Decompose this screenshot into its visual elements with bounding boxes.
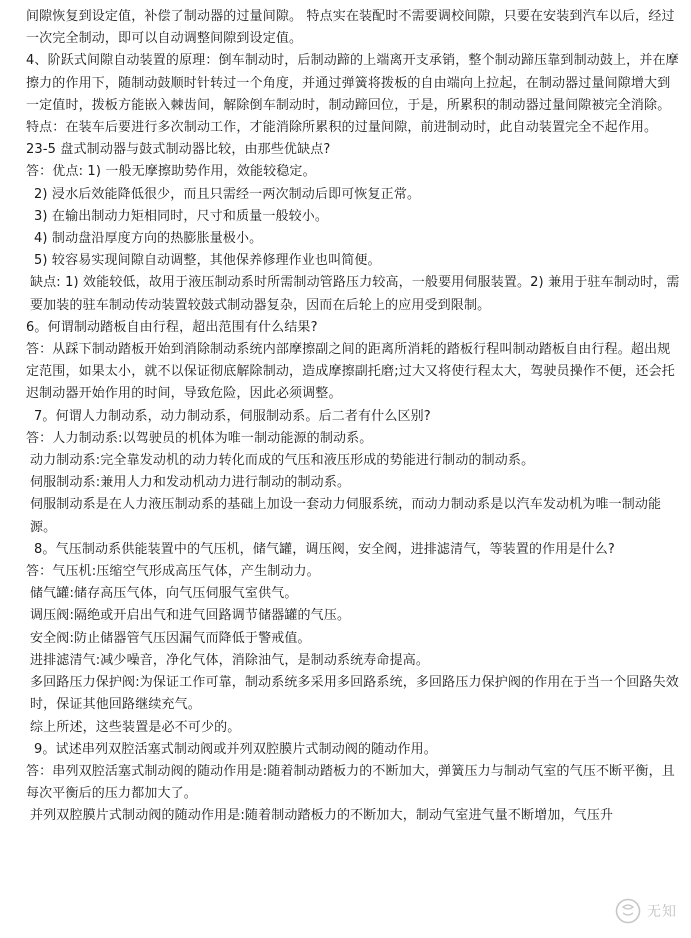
section-heading: 23-5 盘式制动器与鼓式制动器比较，由那些优缺点?: [26, 142, 331, 158]
paragraph: 动力制动系:完全靠发动机的动力转化而成的气压和液压形成的势能进行制动的制动系。: [30, 453, 535, 469]
paragraph: 多回路压力保护阀:为保证工作可靠，制动系统多采用多回路系统，多回路压力保护阀的作用在于当一个回路失效时，保证其他回路继续充气。: [30, 675, 679, 713]
paragraph: 安全阀:防止储器管气压因漏气而降低于警戒值。: [30, 630, 311, 646]
paragraph: 伺服制动系:兼用人力和发动机动力进行制动的制动系。: [30, 475, 351, 491]
paragraph: 4、阶跃式间隙自动装置的原理：倒车制动时，后制动蹄的上端离开支承销，整个制动蹄压靠到制动鼓上，并在摩擦力的作用下，随制动鼓顺时针转过一个角度，并通过弹簧将拨板的自由端向上拉起，在制动器过量间隙增大到一定值时，拨板方能嵌入棘齿间，解除倒车制动时，制动蹄回位，于是，所累积的制动器过量间隙被完全消除。 特点：在装车后要进行多次制动工作，才能消除所累积的过量间隙，前进制动时，此自动装置完全不起作用。: [26, 53, 679, 136]
watermark-text: 无知: [647, 904, 677, 920]
paragraph: 答：串列双腔活塞式制动阀的随动作用是:随着制动踏板力的不断加大，弹簧压力与制动气室的气压不断平衡，且每次平衡后的压力都加大了。: [26, 763, 675, 802]
paragraph: 答：从踩下制动踏板开始到消除制动系统内部摩擦副之间的距离所消耗的踏板行程叫制动踏板自由行程。超出规定范围，如果太小，就不以保证彻底解除制动，造成摩擦副托磨;过大又将使行程太大，驾驶员操作不便，还会托迟制动器开始作用的时间，导致危险，因此必须调整。: [26, 342, 675, 402]
section-heading: 8。气压制动系供能装置中的气压机，储气罐，调压阀，安全阀，进排滤清气，等装置的作用是什么?: [34, 541, 615, 557]
paragraph: 并列双腔膜片式制动阀的随动作用是:随着制动踏板力的不断加大，制动气室进气量不断增加，气压升: [30, 808, 614, 824]
paragraph: 调压阀:隔绝或开启出气和进气回路调节储器罐的气压。: [30, 608, 351, 624]
paragraph: 储气罐:储存高压气体，向气压伺服气室供气。: [30, 586, 298, 602]
paragraph: 综上所述，这些装置是必不可少的。: [30, 719, 241, 735]
paragraph: 伺服制动系是在人力液压制动系的基础上加设一套动力伺服系统，而动力制动系是以汽车发动机为唯一制动能源。: [30, 497, 662, 535]
section-heading: 7。何谓人力制动系，动力制动系，伺服制动系。后二者有什么区别?: [34, 408, 431, 424]
list-item: 5) 较容易实现间隙自动调整，其他保养修理作业也叫简便。: [34, 253, 381, 269]
watermark-logo-icon: [615, 898, 641, 924]
section-heading: 6。何谓制动踏板自由行程，超出范围有什么结果?: [26, 319, 318, 335]
paragraph: 答：优点: 1) 一般无摩擦助势作用，效能较稳定。: [26, 164, 316, 180]
paragraph: 答：气压机:压缩空气形成高压气体，产生制动力。: [26, 564, 320, 580]
document-body: [26, 6, 680, 828]
paragraph: 答：人力制动系:以驾驶员的机体为唯一制动能源的制动系。: [26, 430, 373, 446]
watermark: [615, 898, 677, 924]
list-item: 2) 浸水后效能降低很少，而且只需经一两次制动后即可恢复正常。: [34, 186, 421, 202]
section-heading: 9。试述串列双腔活塞式制动阀或并列双腔膜片式制动阀的随动作用。: [34, 741, 437, 757]
paragraph: 缺点: 1) 效能较低，故用于液压制动系时所需制动管路压力较高，一般要用伺服装置。2) 兼用于驻车制动时，需要加装的驻车制动传动装置较鼓式制动器复杂，因而在后轮上的应用受到限制。: [30, 275, 680, 313]
paragraph: 进排滤清气:减少噪音，净化气体，消除油气，是制动系统寿命提高。: [30, 652, 430, 668]
list-item: 3) 在输出制动力矩相同时，尺寸和质量一般较小。: [34, 208, 329, 224]
paragraph: 间隙恢复到设定值，补偿了制动器的过量间隙。 特点实在装配时不需要调校间隙，只要在安装到汽车以后，经过一次完全制动，即可以自动调整间隙到设定值。: [26, 9, 675, 47]
list-item: 4) 制动盘沿厚度方向的热膨胀量极小。: [34, 231, 263, 247]
